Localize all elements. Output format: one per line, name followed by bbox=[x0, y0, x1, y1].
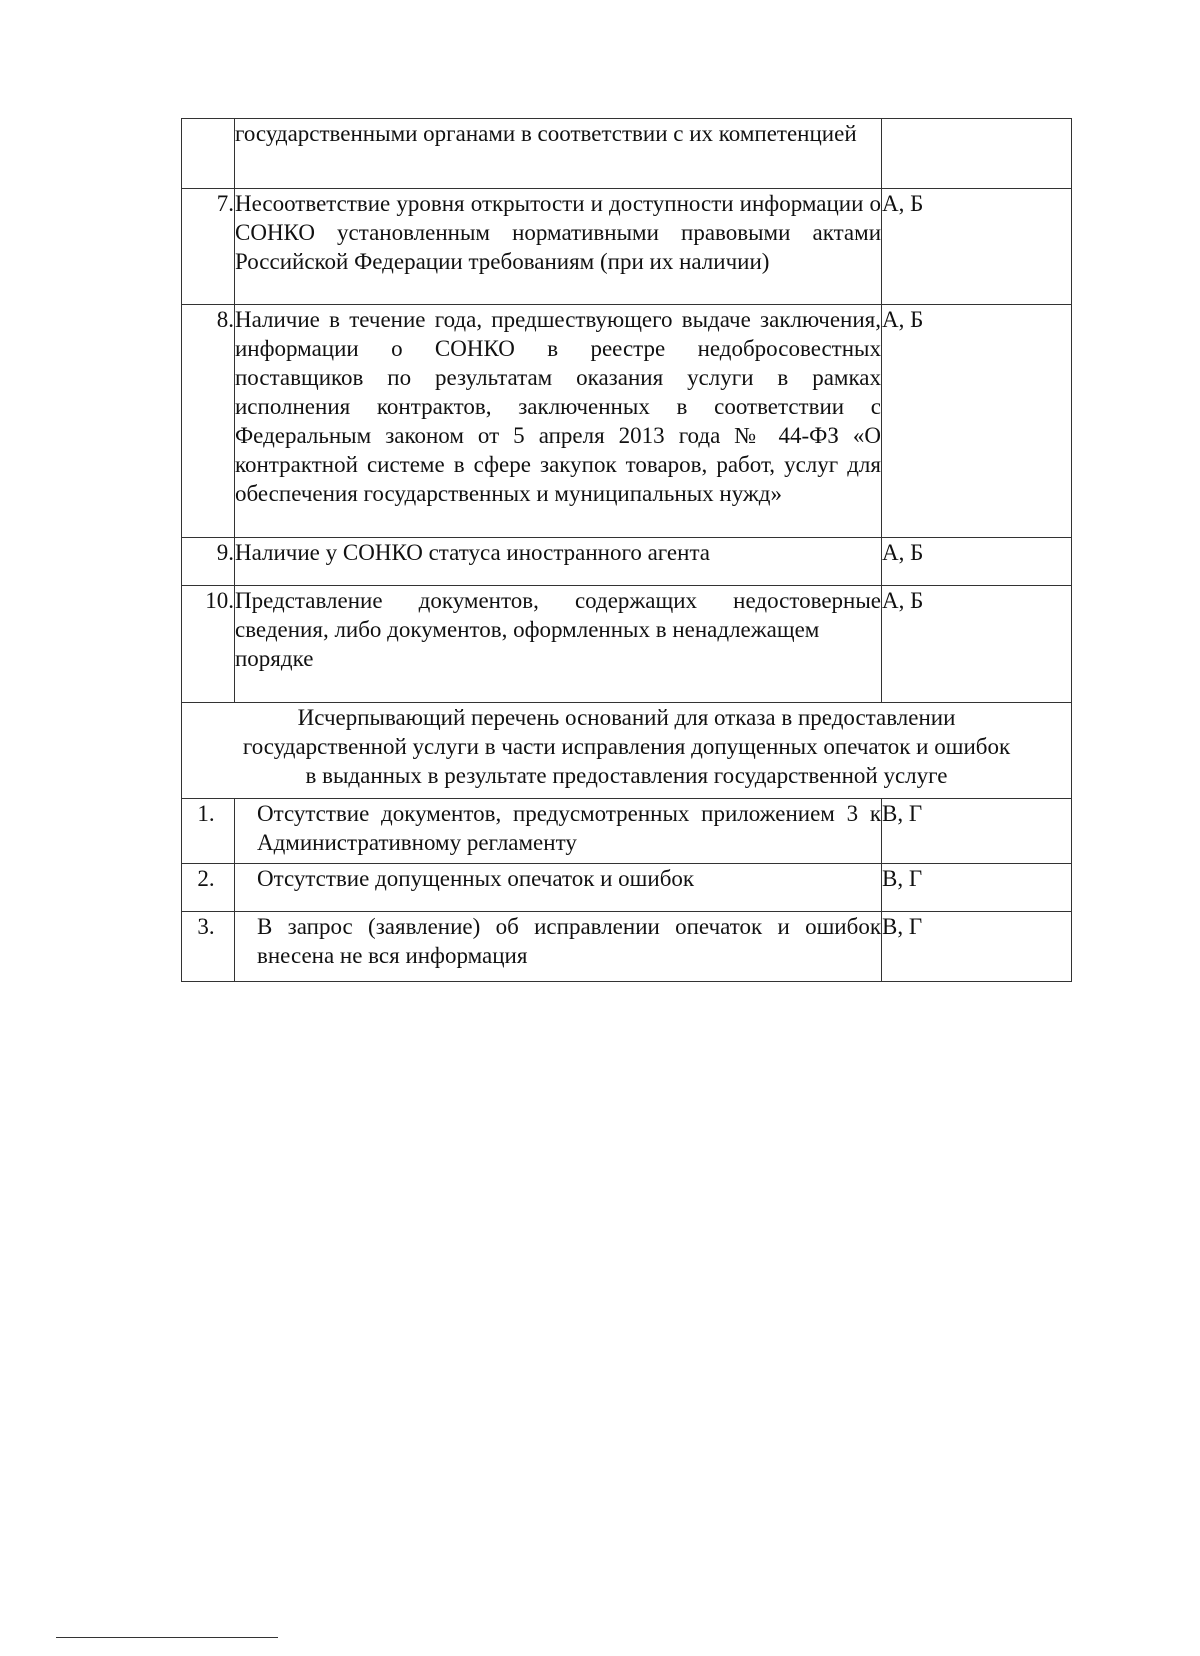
row-codes: В, Г bbox=[882, 799, 1072, 864]
row-text-main: Представление документов, содержащих недостоверные сведения, либо документов, оформленных в ненадлежащем bbox=[235, 588, 881, 642]
grounds-table bbox=[181, 118, 1072, 982]
table-row bbox=[182, 586, 1072, 703]
row-number: 9. bbox=[182, 538, 235, 586]
row-text: Отсутствие допущенных опечаток и ошибок bbox=[235, 864, 882, 912]
section-heading bbox=[182, 703, 1072, 799]
row-codes: А, Б bbox=[882, 189, 1072, 305]
table-row bbox=[182, 864, 1072, 912]
row-codes: А, Б bbox=[882, 305, 1072, 538]
footnote-separator bbox=[56, 1637, 278, 1638]
row-number: 1. bbox=[182, 799, 235, 864]
row-text: Отсутствие документов, предусмотренных приложением 3 к Административному регламенту bbox=[235, 799, 882, 864]
row-text: В запрос (заявление) об исправлении опечаток и ошибок внесена не вся информация bbox=[235, 912, 882, 982]
row-codes-cell bbox=[882, 119, 1072, 189]
row-number: 2. bbox=[182, 864, 235, 912]
table-row bbox=[182, 189, 1072, 305]
row-text-tail: порядке bbox=[235, 646, 314, 671]
row-number: 7. bbox=[182, 189, 235, 305]
table-row bbox=[182, 538, 1072, 586]
section-heading-line: в выданных в результате предоставления государственной услуге bbox=[305, 763, 948, 788]
section-heading-line: Исчерпывающий перечень оснований для отказа в предоставлении bbox=[297, 705, 956, 730]
row-codes: В, Г bbox=[882, 912, 1072, 982]
row-number-cell bbox=[182, 119, 235, 189]
section-heading-line: государственной услуги в части исправления допущенных опечаток и ошибок bbox=[242, 734, 1011, 759]
row-codes: В, Г bbox=[882, 864, 1072, 912]
table-row bbox=[182, 305, 1072, 538]
table-row bbox=[182, 912, 1072, 982]
row-text: Наличие у СОНКО статуса иностранного агента bbox=[235, 538, 882, 586]
row-codes: А, Б bbox=[882, 538, 1072, 586]
row-text-cell: государственными органами в соответствии с их компетенцией bbox=[235, 119, 882, 189]
table-row bbox=[182, 799, 1072, 864]
row-codes: А, Б bbox=[882, 586, 1072, 703]
row-number: 3. bbox=[182, 912, 235, 982]
table-row bbox=[182, 119, 1072, 189]
section-heading-row bbox=[182, 703, 1072, 799]
row-number: 10. bbox=[182, 586, 235, 703]
row-text bbox=[235, 586, 882, 703]
row-number: 8. bbox=[182, 305, 235, 538]
row-text: Наличие в течение года, предшествующего выдаче заключения, информации о СОНКО в реестре недобросовестных поставщиков по результатам оказания услуги в рамках исполнения контрактов, заключенных в соответствии с Федеральным законом от 5 апреля 2013 года № 44-ФЗ «О контрактной системе в сфере закупок товаров, работ, услуг для обеспечения государственных и муниципальных нужд» bbox=[235, 305, 882, 538]
row-text: Несоответствие уровня открытости и доступности информации о СОНКО установленным нормативными правовыми актами Российской Федерации требованиям (при их наличии) bbox=[235, 189, 882, 305]
